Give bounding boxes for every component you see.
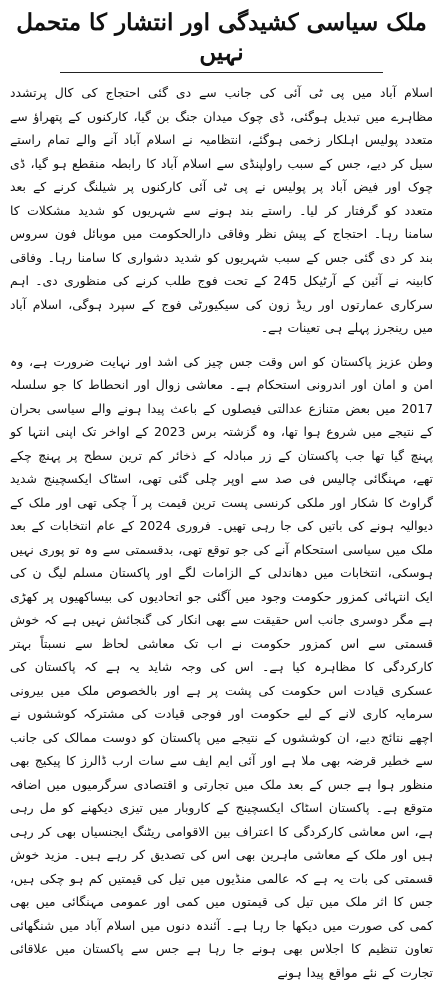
article-headline: ملک سیاسی کشیدگی اور انتشار کا متحمل نہیں — [10, 8, 433, 68]
headline-divider — [60, 72, 383, 73]
article-paragraph-1: اسلام آباد میں پی ٹی آئی کی جانب سے دی گئی احتجاج کی کال پرتشدد مظاہرے میں تبدیل ہوگئی، ڈی چوک میدان جنگ بن گیا، کارکنوں کے پتھراؤ سے متعدد پولیس اہلکار زخمی ہوگئے، انتظامیہ نے اسلام آباد آنے والے تمام راستے سیل کر دیے، جس کے سبب راولپنڈی سے اسلام آباد کا رابطہ منقطع ہو گیا، ڈی چوک اور فیض آباد پر پولیس نے پی ٹی آئی کارکنوں پر شیلنگ کرنے کے بعد متعدد کو گرفتار کر لیا۔ راستے بند ہونے سے شہریوں کو شدید مشکلات کا سامنا رہا۔ احتجاج کے پیش نظر وفاقی دارالحکومت میں موبائل فون سروس بند کر دی گئی جس کے سبب شہریوں کو شدید دشواری کا سامنا رہا۔ وفاقی کابینہ نے آئین کے آرٹیکل 245 کے تحت فوج طلب کرنے کی منظوری دی۔ اہم سرکاری عمارتوں اور ریڈ زون کی سیکیورٹی فوج کے سپرد ہوگی، اسلام آباد میں رینجرز پہلے ہی تعینات ہے۔ — [10, 81, 433, 340]
article-paragraph-2: وطن عزیز پاکستان کو اس وقت جس چیز کی اشد اور نہایت ضرورت ہے، وہ امن و امان اور اندرونی استحکام ہے۔ معاشی زوال اور انحطاط کا جو سلسلہ 2017 میں بعض متنازع عدالتی فیصلوں کے باعث پیدا ہونے والے سیاسی بحران کے نتیجے میں شروع ہوا تھا، وہ گزشتہ برس 2023 کے اواخر تک اپنی انتہا کو پہنچ گیا تھا جب پاکستان کے زر مبادلہ کے ذخائر کم ترین سطح پر پہنچ چکے تھے، مہنگائی چالیس فی صد سے اوپر چلی گئی تھی، اسٹاک ایکسچینج شدید گراوٹ کا شکار اور ملکی کرنسی پست ترین قیمت پر آ چکی تھی اور ملک کے دیوالیہ ہونے کی باتیں کی جا رہی تھیں۔ فروری 2024 کے عام انتخابات کے بعد ملک میں سیاسی استحکام آنے کی جو توقع تھی، بدقسمتی سے وہ تو پوری نہیں ہوسکی، انتخابات میں دھاندلی کے الزامات لگے اور پاکستان مسلم لیگ ن کی ایک انتہائی کمزور حکومت وجود میں آگئی جو اتحادیوں کی بیساکھیوں پر کھڑی ہے مگر دوسری جانب اس حقیقت سے بھی انکار کی گنجائش نہیں ہے کہ خوش قسمتی سے اس کمزور حکومت نے اب تک معاشی لحاظ سے نسبتاً بہتر کارکردگی کا مظاہرہ کیا ہے۔ اس کی وجہ شاید یہ ہے کہ پاکستان کی عسکری قیادت اس حکومت کی پشت پر ہے اور بالخصوص ملک میں بیرونی سرمایہ کاری لانے کے لیے حکومت اور فوجی قیادت کی مشترکہ کوششوں نے اچھے نتائج دیے، ان کوششوں کے نتیجے میں پاکستان کو دوست ممالک کی جانب سے خطیر قرضہ بھی ملا ہے اور آئی ایم ایف سے سات ارب ڈالرز کا پیکیج بھی منظور ہوا ہے جس کے بعد ملک میں تجارتی و اقتصادی سرگرمیوں میں اضافہ متوقع ہے۔ پاکستان اسٹاک ایکسچینج کے کاروبار میں تیزی دیکھنے کو مل رہی ہے، اس معاشی کارکردگی کا اعتراف بین الاقوامی ریٹنگ ایجنسیاں بھی کر رہی ہیں اور ملک کے معاشی ماہرین بھی اس کی تصدیق کر رہے ہیں۔ مزید خوش قسمتی کی بات یہ ہے کہ عالمی منڈیوں میں تیل کی قیمتیں کم ہو چکی ہیں، جس کا اثر ملک میں تیل کی قیمتوں میں کمی اور عمومی مہنگائی میں بھی کمی کی صورت میں دیکھا جا رہا ہے۔ آئندہ دنوں میں اسلام آباد میں شنگھائی تعاون تنظیم کا اجلاس بھی ہونے جا رہا ہے جس سے پاکستان میں علاقائی تجارت کے نئے مواقع پیدا ہونے — [10, 350, 433, 984]
